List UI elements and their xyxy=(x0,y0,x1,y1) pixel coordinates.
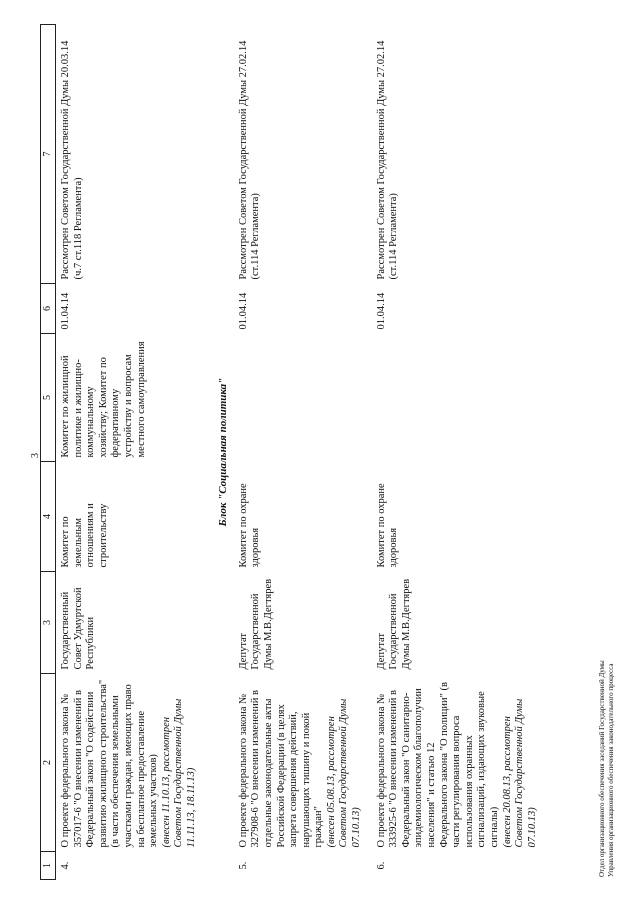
initiator: Депутат Государственной Думы М.В.Дегтярев xyxy=(237,578,274,670)
bill-description xyxy=(234,674,372,852)
block-title: Блок "Социальная политика" xyxy=(216,377,229,527)
column-number: 7 xyxy=(41,25,56,284)
column-number: 1 xyxy=(41,852,56,880)
date: 01.04.14 xyxy=(375,292,387,330)
responsible-committee: Комитет по земельным отношениям и строительству xyxy=(60,503,109,568)
initiator: Депутат Государственной Думы М.В.Дегтярев xyxy=(375,578,412,670)
co-committees xyxy=(234,334,372,462)
block-heading-row xyxy=(207,25,234,880)
column-number: 2 xyxy=(41,674,56,852)
date: 01.04.14 xyxy=(60,292,71,330)
footer xyxy=(598,660,616,877)
status: Рассмотрен Советом Государственной Думы 27.02.14 (ст.114 Регламента) xyxy=(375,40,400,280)
status: Рассмотрен Советом Государственной Думы 27.02.14 (ст.114 Регламента) xyxy=(237,40,262,280)
responsible-committee: Комитет по охране здоровья xyxy=(375,483,400,568)
bill-note: (внесен 05.08.13, рассмотрен Советом Государственной Думы 07.10.13) xyxy=(325,698,363,848)
bill-title: О проекте федерального закона № 357017-6 "О внесении изменений в Федеральный закон "О содействии развитию жилищного строительства" (в части обеспечения земельными участками граждан, имеющих право на бесплатное предоставление земельных участков) xyxy=(60,679,160,848)
column-number: 4 xyxy=(41,462,56,572)
bill-description xyxy=(56,674,207,852)
date: 01.04.14 xyxy=(237,292,249,330)
footer-line: Отдел организационного обеспечения заседаний Государственной Думы xyxy=(598,660,606,877)
bill-note: (внесен 20.08.13, рассмотрен Советом Государственной Думы 07.10.13) xyxy=(501,698,538,848)
column-number: 6 xyxy=(41,284,56,334)
responsible-committee: Комитет по охране здоровья xyxy=(237,483,262,568)
footer-line: Управления организационного обеспечения законодательного процесса xyxy=(606,663,615,877)
bill-note: (внесен 11.10.13, рассмотрен Советом Государственной Думы 11.11.13, 18.11.13) xyxy=(160,698,197,848)
bill-title: О проекте федерального закона № 333925-6 "О внесении изменений в Федеральный закон "О санитарно-эпидемиологическом благополучии населения" и статью 12 Федерального закона "О полиции" (в части регулирования вопроса использования охранных сигнализаций, издающих звуковые сигналы) xyxy=(375,682,500,848)
column-number-row xyxy=(41,25,56,880)
co-committees: Комитет по жилищной политике и жилищно-коммунальному хозяйству; Комитет по федеративному устройству и вопросам местного самоуправления xyxy=(60,341,147,458)
bill-description xyxy=(372,674,548,852)
bill-title: О проекте федерального закона № 327908-6 "О внесении изменений в отдельные законодательные акты Российской Федерации (в целях запрета совершения действий, нарушающих тишину и покой граждан" xyxy=(237,690,325,848)
column-number: 5 xyxy=(41,334,56,462)
row-number: 4. xyxy=(60,861,71,870)
table-row xyxy=(372,25,548,880)
page-number: 3 xyxy=(30,453,41,458)
initiator: Государственный Совет Удмуртской Республики xyxy=(60,587,97,670)
row-number: 6. xyxy=(375,861,387,870)
column-number: 3 xyxy=(41,572,56,674)
table-row xyxy=(234,25,372,880)
status: Рассмотрен Советом Государственной Думы 20.03.14 (ч.7 ст.118 Регламента) xyxy=(60,40,84,280)
co-committees xyxy=(372,334,548,462)
bills-table xyxy=(40,24,547,880)
row-number: 5. xyxy=(237,861,249,870)
table-row xyxy=(56,25,207,880)
